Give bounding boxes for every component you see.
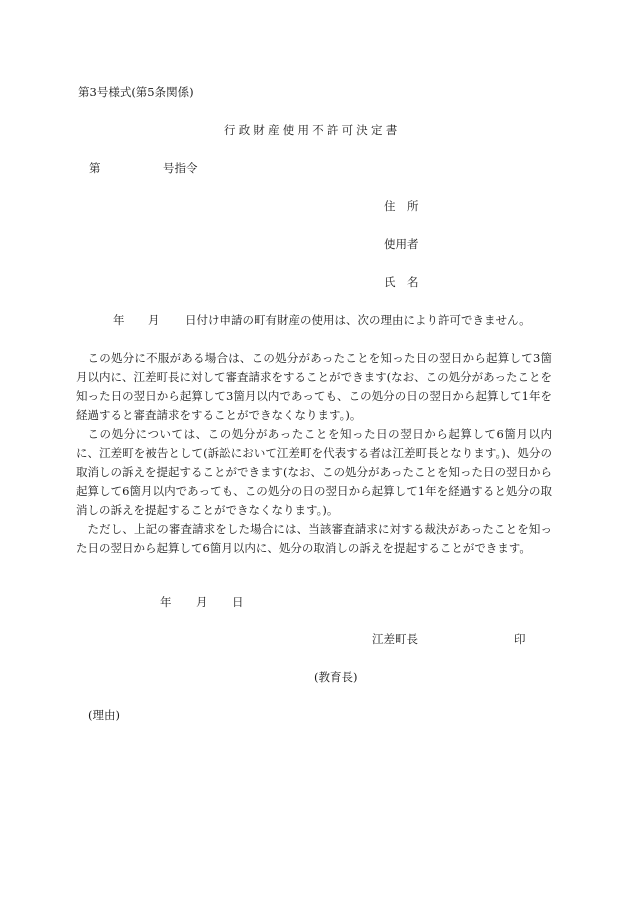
issuer-label: 江差町長 [372, 632, 418, 646]
address-label: 住 所 [384, 199, 419, 213]
order-suffix: 号指令 [163, 161, 198, 175]
reason-label: (理由) [88, 708, 120, 722]
document-title: 行政財産使用不許可決定書 [224, 123, 401, 137]
appeal-paragraph: この処分に不服がある場合は、この処分があったことを知った日の翌日から起算して3箇月以内に、江差町長に対して審査請求をすることができます(なお、この処分があったことを知った日の翌日から起算して3箇月以内であっても、この処分の日の翌日から起算して1年を経過すると審査請求をすることができなくなります。)。 [76, 351, 552, 422]
user-label: 使用者 [384, 237, 419, 251]
decision-year: 年 [113, 313, 125, 327]
decision-text: 日付け申請の町有財産の使用は、次の理由により許可できません。 [185, 313, 531, 327]
name-label: 氏 名 [384, 275, 419, 289]
form-label: 第3号様式(第5条関係) [78, 85, 194, 99]
lawsuit-paragraph: この処分については、この処分があったことを知った日の翌日から起算して6箇月以内に、江差町を被告として(訴訟において江差町を代表する者は江差町長となります。)、処分の取消しの訴えを提起することができます(なお、この処分があったことを知った日の翌日から起算して6箇月以内であっても、この処分の日の翌日から起算して1年を経過すると処分の取消しの訴えを提起することができなくなります。)。 [76, 427, 552, 517]
date-day: 日 [232, 595, 244, 609]
date-year: 年 [160, 595, 172, 609]
order-prefix: 第 [89, 161, 101, 175]
proviso-paragraph: ただし、上記の審査請求をした場合には、当該審査請求に対する裁決があったことを知った日の翌日から起算して6箇月以内に、処分の取消しの訴えを提起することができます。 [76, 522, 552, 555]
date-month: 月 [196, 595, 208, 609]
seal-mark: 印 [514, 632, 526, 646]
decision-month: 月 [148, 313, 160, 327]
alt-issuer-label: (教育長) [314, 670, 358, 684]
